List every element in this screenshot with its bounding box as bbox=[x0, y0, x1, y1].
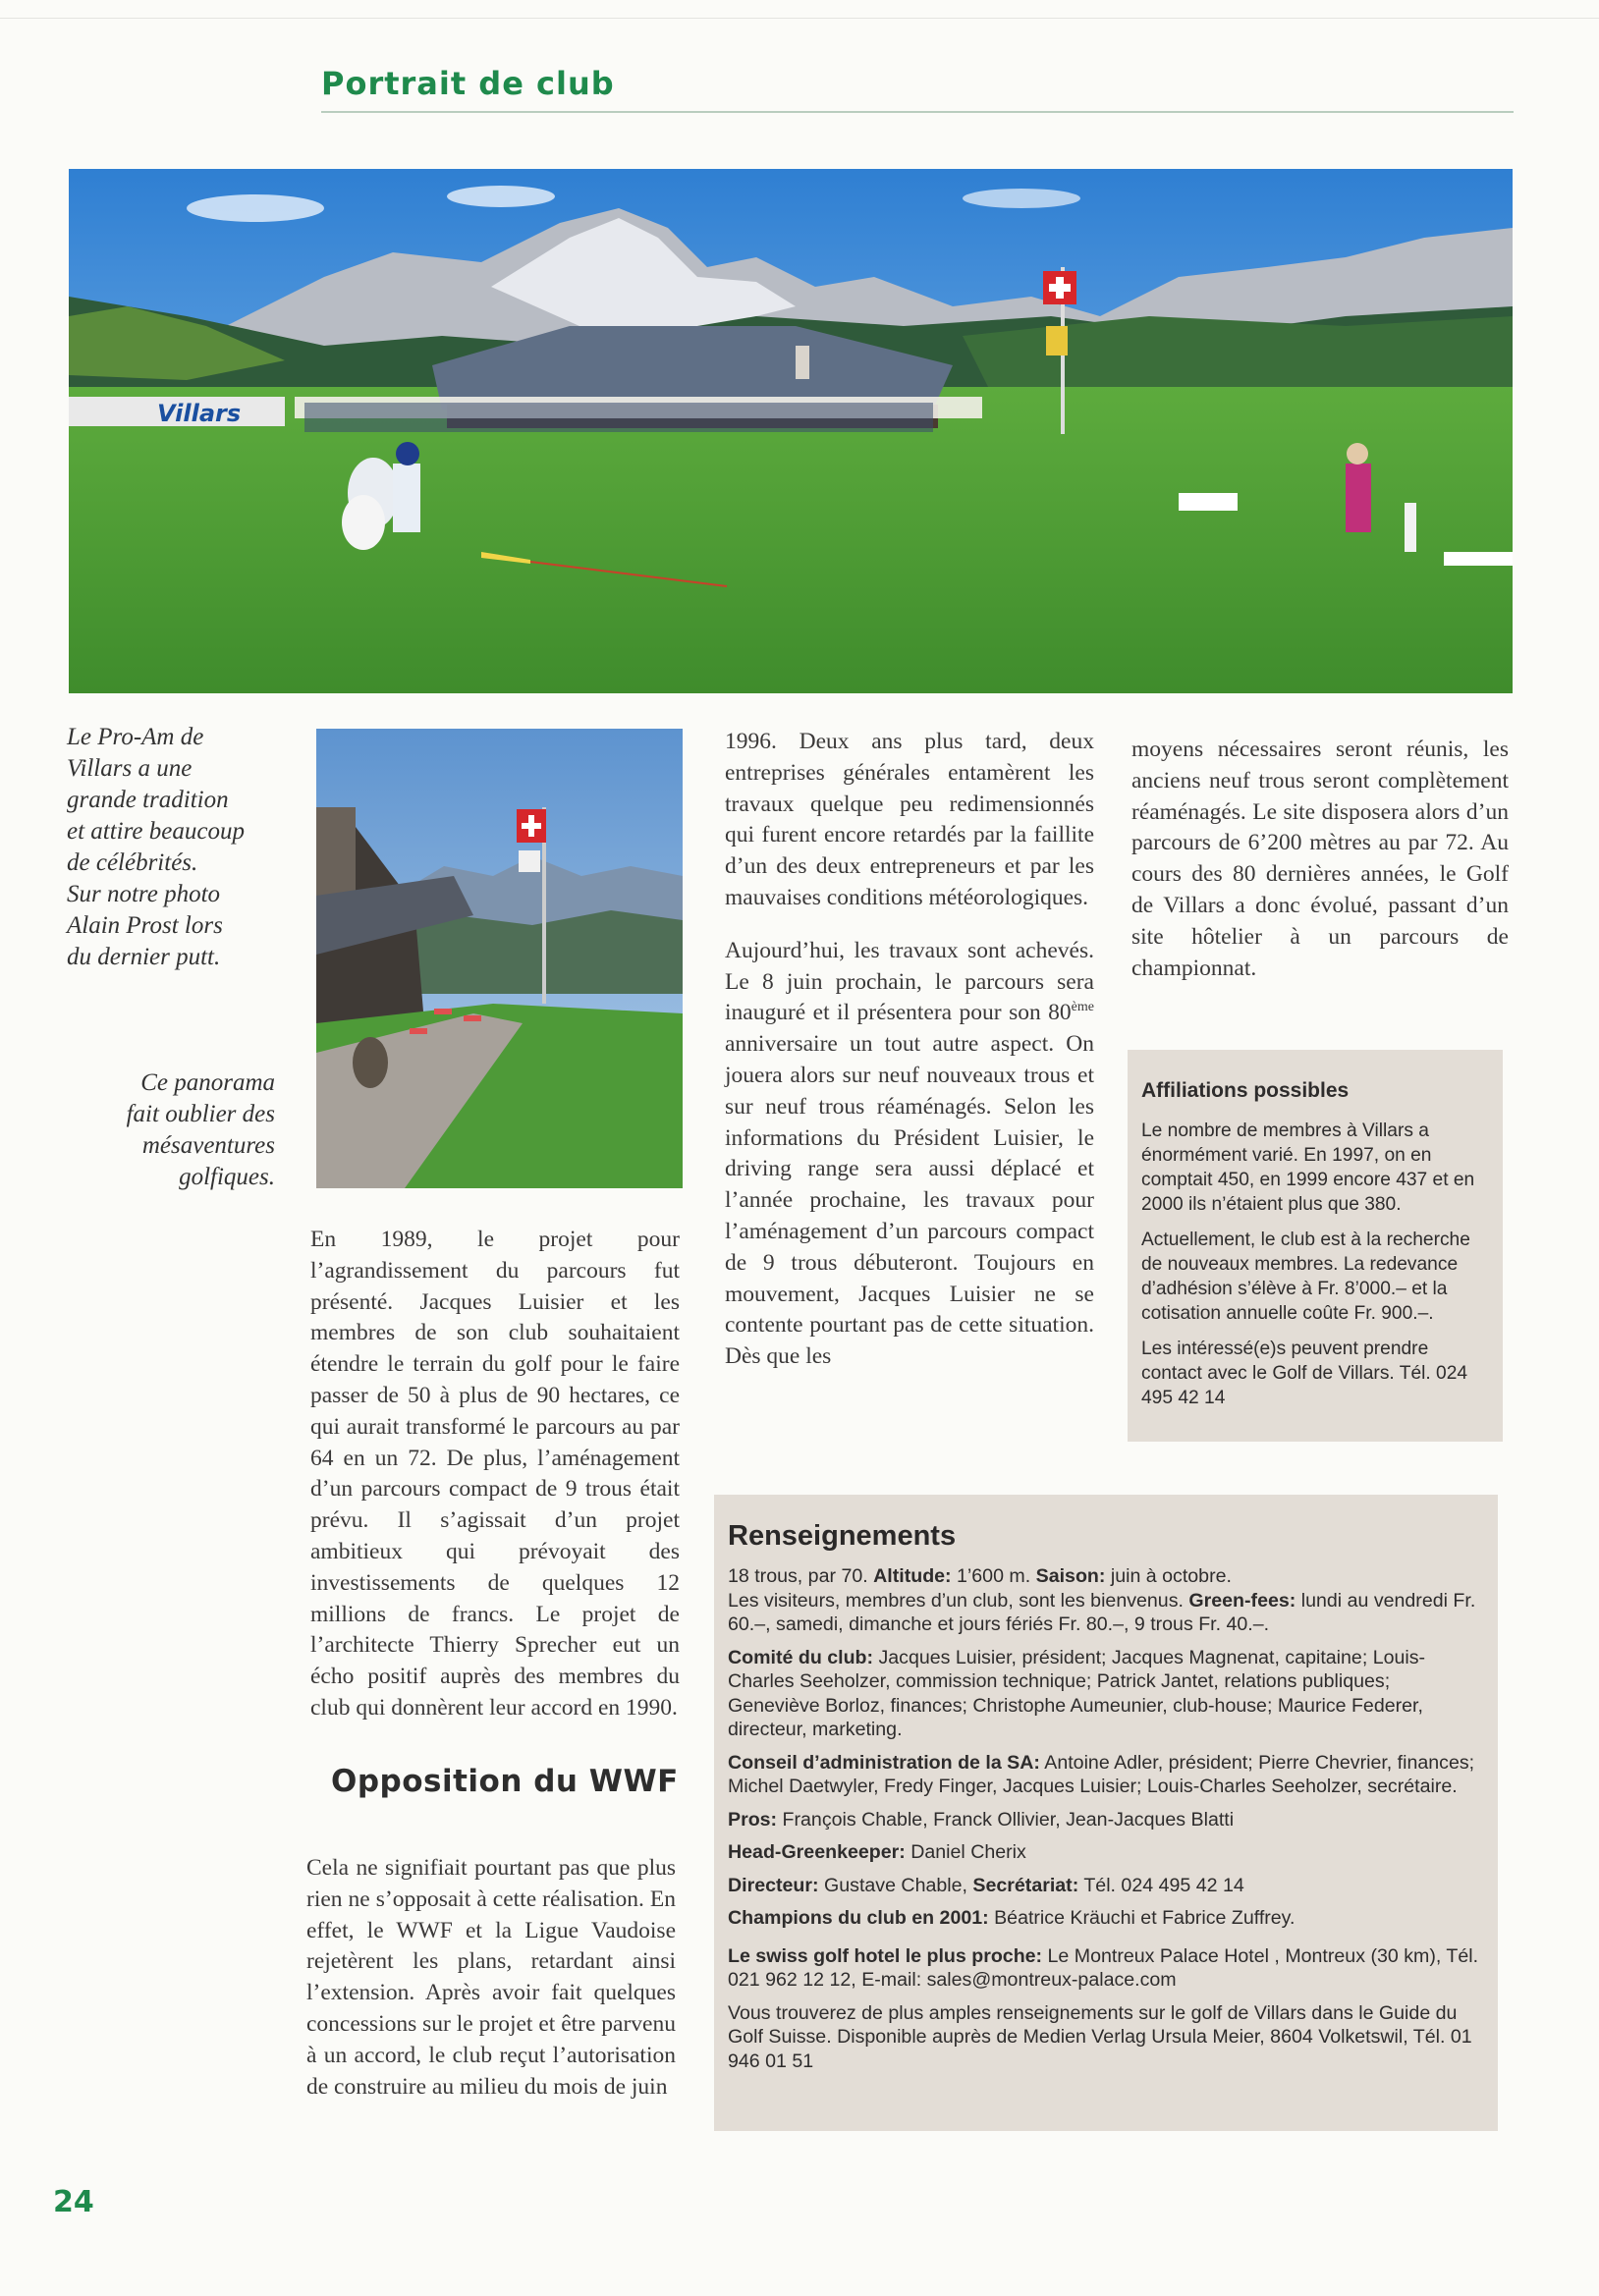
text: Antoine Adler, président; Pierre Chevrier, finances; Michel Daetwyler, Fredy Finger, Jacques Luisier; Louis-Charles Seeholzer, secrétaire. bbox=[728, 1751, 1475, 1797]
text: Daniel Cherix bbox=[905, 1841, 1026, 1863]
affiliations-paragraph: Le nombre de membres à Villars a énormément varié. En 1997, on en comptait 450, en 1999 encore 437 et en 2000 ils n’étaient plus que 380. bbox=[1141, 1121, 1475, 1215]
caption-line: Villars a une bbox=[67, 755, 193, 782]
article-text: Aujourd’hui, les travaux sont achevés. Le 8 juin prochain, le parcours sera inauguré et il présentera pour son 80 bbox=[725, 937, 1094, 1026]
renseignements-text bbox=[728, 1564, 1486, 2073]
affiliations-title: Affiliations possibles bbox=[1141, 1079, 1350, 1102]
label: Le swiss golf hotel le plus proche: bbox=[728, 1944, 1043, 1967]
caption-line: Ce panorama bbox=[140, 1069, 275, 1096]
title-rule bbox=[321, 111, 1514, 113]
label: Directeur: bbox=[728, 1874, 819, 1896]
label: Comité du club: bbox=[728, 1646, 874, 1668]
article-column-3 bbox=[1131, 735, 1509, 984]
label: Altitude: bbox=[873, 1565, 952, 1587]
article-column-2 bbox=[725, 727, 1094, 1373]
text: Tél. 024 495 42 14 bbox=[1078, 1874, 1244, 1896]
text: Les visiteurs, membres d’un club, sont les bienvenus. bbox=[728, 1589, 1189, 1612]
label: Green-fees: bbox=[1188, 1589, 1296, 1612]
affiliations-paragraph: Actuellement, le club est à la recherche de nouveaux membres. La redevance d’adhésion s’élève à Fr. 8’000.– et la cotisation annuelle coûte Fr. 900.–. bbox=[1141, 1230, 1470, 1324]
article-text: anniversaire un tout autre aspect. On jouera alors sur neuf nouveaux trous et sur neuf trous réaménagés. Selon les informations du Président Luisier, le driving range sera aussi déplacé et l’année prochaine, les travaux pour l’aménagement d’un parcours compact de 9 trous débuteront. Toujours en mouvement, Jacques Luisier ne se contente pourtant pas de cette situation. Dès que les bbox=[725, 1031, 1094, 1370]
article-subheading: Opposition du WWF bbox=[331, 1764, 679, 1799]
caption-line: Sur notre photo bbox=[67, 881, 221, 907]
caption-line: de célébrités. bbox=[67, 849, 198, 876]
text: Jacques Luisier, président; Jacques Magnenat, capitaine; Louis-Charles Seeholzer, commission technique; Patrick Jantet, relations publiques; Geneviève Borloz, finances; Christophe Aumeunier, club-house; Maurice Federer, directeur, marketing. bbox=[728, 1646, 1426, 1740]
main-photo bbox=[69, 169, 1513, 693]
caption-line: grande tradition bbox=[67, 787, 229, 813]
article-paragraph: moyens nécessaires seront réunis, les anciens neuf trous seront complètement réaménagés. Le site disposera alors d’un parcours de 6’200 mètres au par 72. Au cours des 80 dernières années, le Golf de Villars a donc évolué, passant d’un site hôtelier à un parcours de championnat. bbox=[1131, 737, 1509, 981]
side-photo-caption bbox=[79, 1067, 275, 1193]
text: juin à octobre. bbox=[1105, 1565, 1232, 1587]
page-number: 24 bbox=[53, 2185, 94, 2219]
text: lundi au vendredi Fr. 60.–, samedi, dimanche et jours fériés Fr. 80.–, 9 trous Fr. 40.–. bbox=[728, 1589, 1476, 1635]
renseignements-general bbox=[728, 1564, 1486, 1637]
renseignements-box bbox=[714, 1495, 1498, 2131]
label: Pros: bbox=[728, 1808, 778, 1831]
article-paragraph: 1996. Deux ans plus tard, deux entreprises générales entamèrent les travaux quelque peu redimensionnés qui furent encore retardés par la faillite d’un des deux entrepreneurs et par les mauvaises conditions météorologiques. bbox=[725, 729, 1094, 910]
caption-line: fait oublier des bbox=[126, 1101, 275, 1127]
caption-line: du dernier putt. bbox=[67, 944, 221, 970]
caption-line: Le Pro-Am de bbox=[67, 724, 204, 750]
article-column-1 bbox=[310, 1225, 680, 1724]
label: Saison: bbox=[1035, 1565, 1106, 1587]
renseignements-hotel bbox=[728, 1944, 1486, 1993]
renseignements-champions bbox=[728, 1906, 1486, 1931]
text: Béatrice Kräuchi et Fabrice Zuffrey. bbox=[988, 1907, 1296, 1929]
caption-line: et attire beaucoup bbox=[67, 818, 245, 845]
affiliations-paragraph: Les intéressé(e)s peuvent prendre contact avec le Golf de Villars. Tél. 024 495 42 14 bbox=[1141, 1339, 1468, 1408]
article-paragraph bbox=[725, 936, 1094, 1373]
article-paragraph: En 1989, le projet pour l’agrandissement du parcours fut présenté. Jacques Luisier et les membres de son club souhaitaient étendre le terrain du golf pour le faire passer de 50 à plus de 90 hectares, ce qui aurait transformé le parcours au par 64 en un 72. De plus, l’aménagement d’un parcours compact de 9 trous était prévu. Il s’agissait d’un projet ambitieux qui prévoyait des investissements de quelques 12 millions de francs. Le projet de l’architecte Thierry Sprecher eut un écho positif auprès des membres du club qui donnèrent leur accord en 1990. bbox=[310, 1227, 680, 1721]
renseignements-guide: Vous trouverez de plus amples renseignements sur le golf de Villars dans le Guide du Golf Suisse. Disponible auprès de Medien Verlag Ursula Meier, 8604 Volketswil, Tél. 01 946 01 51 bbox=[728, 2001, 1472, 2072]
label: Head-Greenkeeper: bbox=[728, 1841, 906, 1863]
text: Gustave Chable, bbox=[818, 1874, 973, 1896]
caption-line: golfiques. bbox=[179, 1164, 275, 1190]
text: Le Montreux Palace Hotel , Montreux (30 km), Tél. 021 962 12 12, E-mail: sales@montreux-palace.com bbox=[728, 1944, 1479, 1991]
label: Champions du club en 2001: bbox=[728, 1907, 989, 1929]
renseignements-conseil bbox=[728, 1751, 1486, 1799]
affiliations-text bbox=[1141, 1119, 1491, 1410]
caption-line: Alain Prost lors bbox=[67, 912, 223, 939]
top-rule bbox=[0, 18, 1599, 19]
text: 1’600 m. bbox=[951, 1565, 1036, 1587]
renseignements-greenkeeper bbox=[728, 1840, 1486, 1865]
renseignements-pros bbox=[728, 1808, 1486, 1832]
label: Conseil d’administration de la SA: bbox=[728, 1751, 1040, 1774]
label: Secrétariat: bbox=[972, 1874, 1079, 1896]
affiliations-box bbox=[1128, 1050, 1503, 1442]
text: 18 trous, par 70. bbox=[728, 1565, 874, 1587]
banner-villars-text: Villars bbox=[157, 400, 242, 427]
main-photo-caption bbox=[67, 722, 303, 973]
side-photo bbox=[316, 729, 683, 1188]
renseignements-title: Renseignements bbox=[728, 1520, 957, 1552]
ordinal-suffix: ème bbox=[1071, 1000, 1094, 1015]
article-paragraph: Cela ne signifiait pourtant pas que plus rien ne s’opposait à cette réalisation. En effet, le WWF et la Ligue Vaudoise rejetèrent les plans, retardant ainsi l’extension. Après avoir fait quelques concessions sur le projet et être parvenu à un accord, le club reçut l’autorisation de construire au milieu du mois de juin bbox=[306, 1855, 676, 2100]
caption-line: mésaventures bbox=[141, 1132, 275, 1159]
section-title: Portrait de club bbox=[321, 65, 615, 102]
article-column-1-continued bbox=[306, 1853, 676, 2103]
renseignements-comite bbox=[728, 1646, 1486, 1742]
renseignements-directeur bbox=[728, 1874, 1486, 1898]
text: François Chable, Franck Ollivier, Jean-Jacques Blatti bbox=[777, 1808, 1235, 1831]
